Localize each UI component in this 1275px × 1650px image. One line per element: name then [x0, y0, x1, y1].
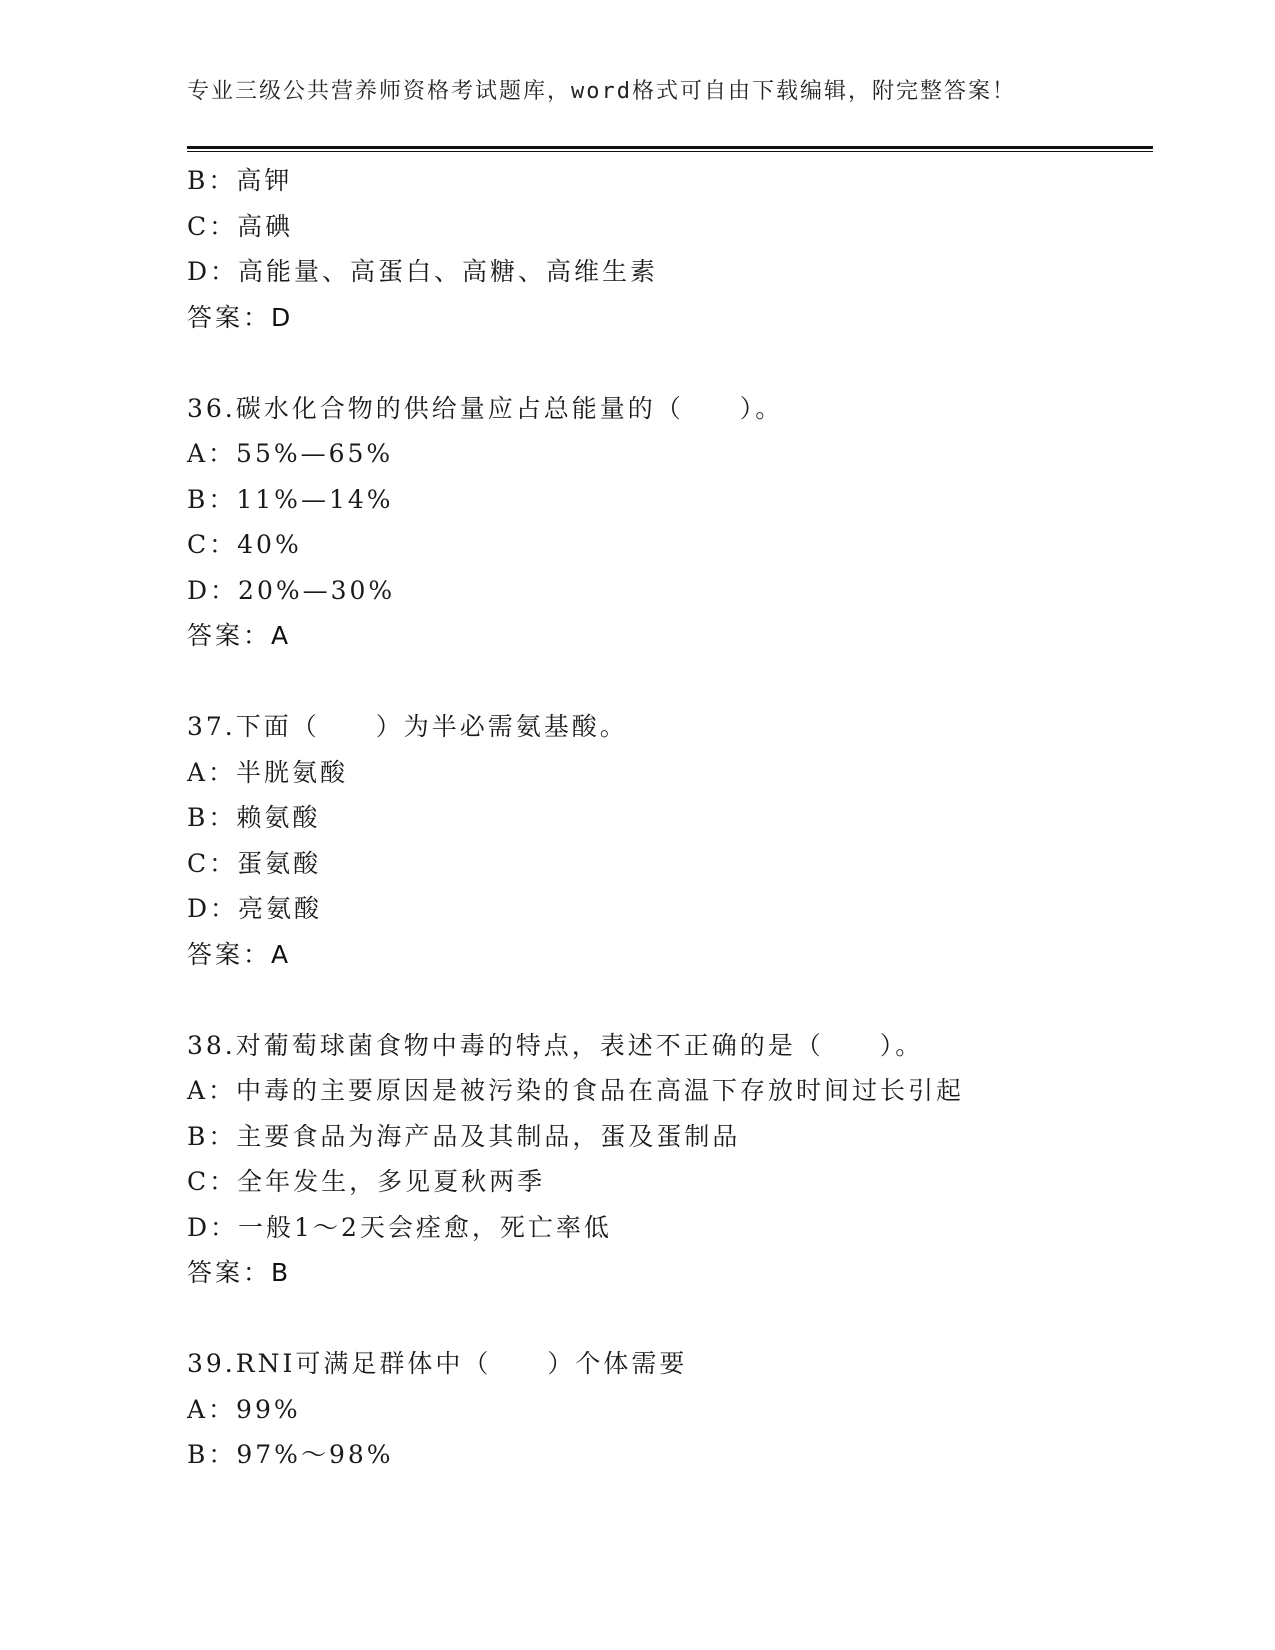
question-36	[187, 386, 1153, 659]
option-a: A：中毒的主要原因是被污染的食品在高温下存放时间过长引起	[187, 1076, 965, 1105]
question-stem: 39.RNI可满足群体中（ ）个体需要	[187, 1349, 688, 1378]
option-c: C：高碘	[187, 211, 294, 241]
question-stem: 38.对葡萄球菌食物中毒的特点，表述不正确的是（ ）。	[187, 1030, 924, 1060]
continued-question	[187, 158, 1153, 340]
option-d: D：亮氨酸	[187, 894, 323, 923]
answer-line: 答案：A	[187, 621, 292, 650]
option-c: C：全年发生，多见夏秋两季	[187, 1167, 546, 1196]
option-b: B：11%—14%	[187, 484, 394, 514]
header-rule-thin	[187, 151, 1153, 152]
spacer	[187, 340, 1153, 386]
spacer	[187, 1296, 1153, 1342]
answer-line: 答案：A	[187, 939, 292, 969]
option-a: A：99%	[187, 1394, 301, 1424]
answer-line: 答案：B	[187, 1258, 292, 1287]
option-d: D：20%—30%	[187, 575, 396, 605]
option-b: B：97%～98%	[187, 1440, 394, 1469]
question-39	[187, 1341, 1153, 1478]
option-b: B：高钾	[187, 166, 293, 195]
option-b: B：赖氨酸	[187, 803, 321, 832]
question-stem: 36.碳水化合物的供给量应占总能量的（ ）。	[187, 393, 784, 423]
option-b: B：主要食品为海产品及其制品，蛋及蛋制品	[187, 1121, 741, 1151]
question-stem: 37.下面（ ）为半必需氨基酸。	[187, 712, 628, 741]
question-38	[187, 1023, 1153, 1296]
option-c: C：40%	[187, 530, 302, 559]
spacer	[187, 659, 1153, 705]
header-rule-thick	[187, 146, 1153, 149]
answer-line: 答案：D	[187, 302, 294, 332]
document-body	[187, 158, 1153, 1478]
page-header: 专业三级公共营养师资格考试题库，word格式可自由下载编辑，附完整答案！	[187, 79, 1016, 104]
option-c: C：蛋氨酸	[187, 848, 322, 878]
question-37	[187, 704, 1153, 977]
option-a: A：半胱氨酸	[187, 757, 349, 787]
option-a: A：55%—65%	[187, 439, 394, 468]
spacer	[187, 977, 1153, 1023]
option-d: D：高能量、高蛋白、高糖、高维生素	[187, 257, 659, 286]
option-d: D：一般1～2天会痊愈，死亡率低	[187, 1212, 612, 1242]
